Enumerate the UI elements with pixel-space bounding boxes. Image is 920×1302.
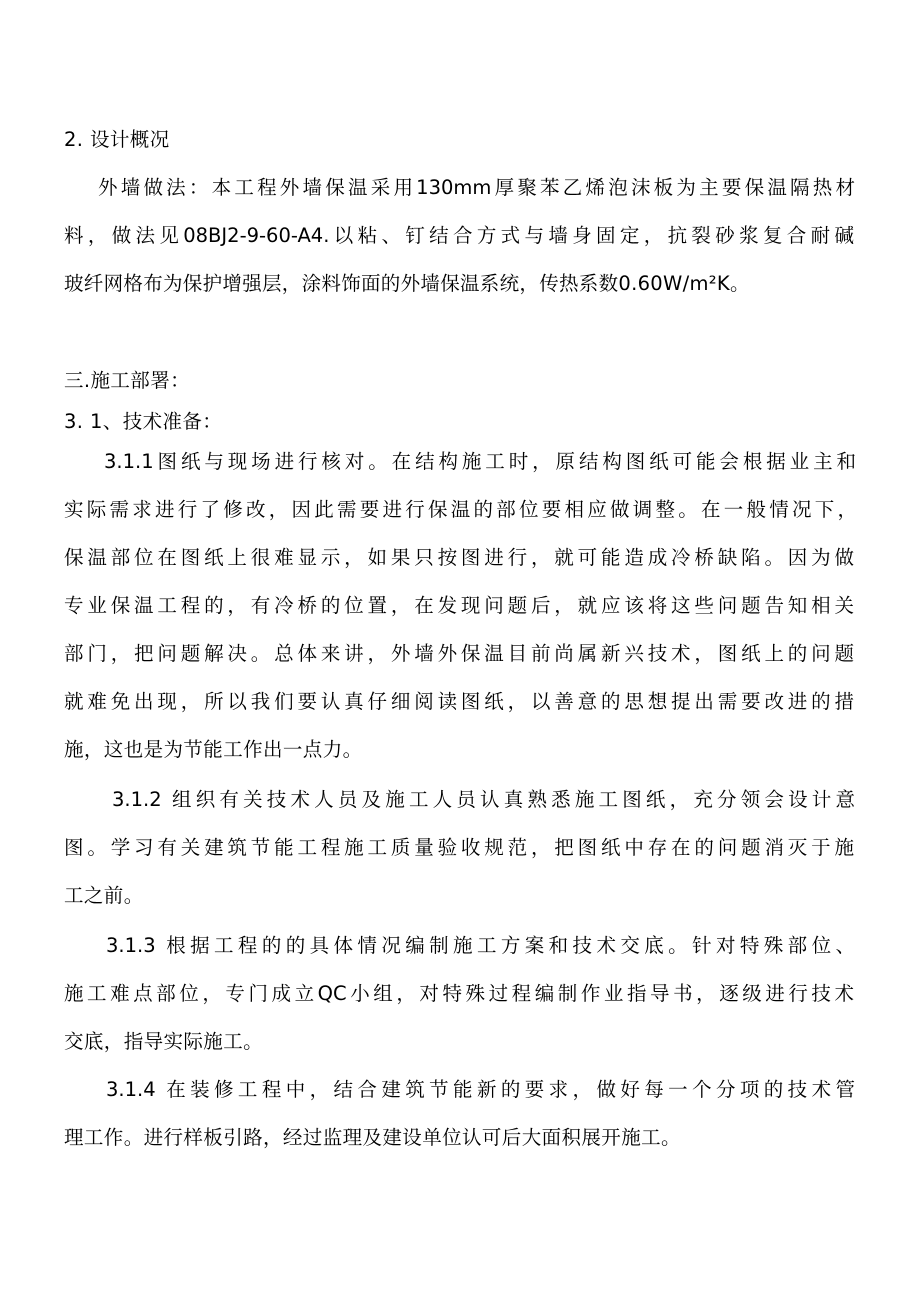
para-3-1-2-line-2: 图。学习有关建筑节能工程施工质量验收规范，把图纸中存在的问题消灭于施 (64, 836, 854, 859)
para-3-1-1-line-5: 部门，把问题解决。总体来讲，外墙外保温目前尚属新兴技术，图纸上的问题 (64, 642, 854, 665)
section-2-line-3: 玻纤网格布为保护增强层，涂料饰面的外墙保温系统，传热系数0.60W/m²K。 (64, 272, 750, 295)
para-3-1-3-line-1: 3.1.3 根据工程的的具体情况编制施工方案和技术交底。针对特殊部位、 (106, 934, 855, 957)
section-2-heading: 2. 设计概况 (64, 128, 170, 151)
para-3-1-1-line-1: 3.1.1图纸与现场进行核对。在结构施工时，原结构图纸可能会根据业主和 (104, 450, 856, 473)
para-3-1-3-line-2: 施工难点部位，专门成立QC小组，对特殊过程编制作业指导书，逐级进行技术 (64, 982, 854, 1005)
para-3-1-1-line-4: 专业保温工程的，有冷桥的位置，在发现问题后，就应该将这些问题告知相关 (64, 594, 854, 617)
para-3-1-1-line-3: 保温部位在图纸上很难显示，如果只按图进行，就可能造成冷桥缺陷。因为做 (64, 546, 854, 569)
para-3-1-4-line-2: 理工作。进行样板引路，经过监理及建设单位认可后大面积展开施工。 (64, 1126, 681, 1149)
para-3-1-1-line-2: 实际需求进行了修改，因此需要进行保温的部位要相应做调整。在一般情况下， (64, 498, 857, 521)
section-3-heading: 三.施工部署： (64, 369, 190, 392)
para-3-1-3-line-3: 交底，指导实际施工。 (64, 1030, 264, 1053)
para-3-1-1-line-7: 施，这也是为节能工作出一点力。 (64, 738, 363, 761)
para-3-1-2-line-1: 3.1.2 组织有关技术人员及施工人员认真熟悉施工图纸，充分领会设计意 (112, 788, 855, 811)
section-3-1-subheading: 3. 1、技术准备： (64, 410, 223, 433)
section-2-line-1: 外墙做法：本工程外墙保温采用130mm厚聚苯乙烯泡沫板为主要保温隔热材 (98, 176, 855, 199)
para-3-1-2-line-3: 工之前。 (64, 884, 144, 907)
para-3-1-4-line-1: 3.1.4 在装修工程中，结合建筑节能新的要求，做好每一个分项的技术管 (106, 1078, 855, 1101)
section-2-line-2: 料，做法见08BJ2-9-60-A4.以粘、钉结合方式与墙身固定，抗裂砂浆复合耐碱 (64, 224, 854, 247)
para-3-1-1-line-6: 就难免出现，所以我们要认真仔细阅读图纸，以善意的思想提出需要改进的措 (64, 690, 854, 713)
